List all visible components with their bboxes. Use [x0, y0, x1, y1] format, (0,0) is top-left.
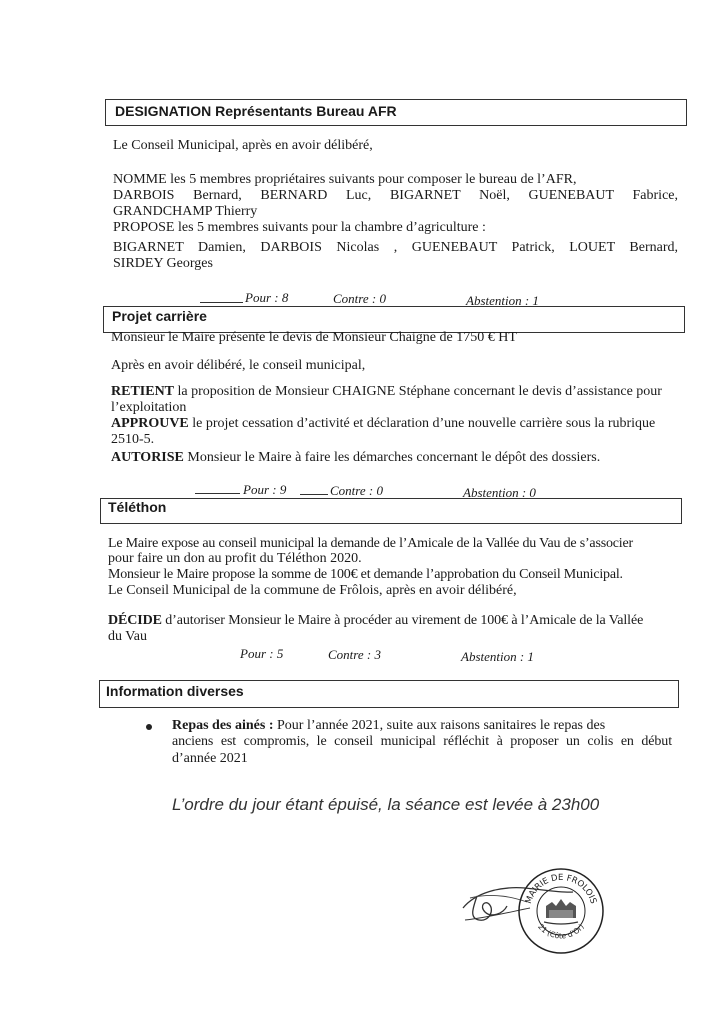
section-header-box-telethon [100, 498, 682, 524]
svg-text:21 (Côte d’Or) [536, 922, 586, 940]
section-heading-telethon: Téléthon [108, 499, 167, 515]
vote-pour-carriere: Pour : 9 [243, 482, 287, 497]
bullet-dot [146, 724, 152, 730]
telethon-line-1: Le Maire expose au conseil municipal la demande de l’Amicale de la Vallée du Vau de s’associer [108, 536, 633, 551]
carriere-delibere-line: Après en avoir délibéré, le conseil municipal, [111, 358, 366, 373]
autorise-text: Monsieur le Maire à faire les démarches concernant le dépôt des dossiers. [183, 450, 601, 465]
carriere-approuve-cont: 2510-5. [111, 432, 155, 447]
decide-keyword: DÉCIDE [108, 613, 162, 628]
afr-nomme-line: NOMME les 5 membres propriétaires suivants pour composer le bureau de l’AFR, [113, 172, 577, 187]
info-bullet-line-2: anciens est compromis, le conseil municipal réfléchit à proposer un colis en début [172, 734, 672, 749]
telethon-decide-line [108, 613, 643, 629]
afr-agri-members-line-1: BIGARNET Damien, DARBOIS Nicolas , GUENEBAUT Patrick, LOUET Bernard, [113, 240, 678, 255]
carriere-approuve-line [111, 416, 655, 432]
retient-text: la proposition de Monsieur CHAIGNE Stéphane concernant le devis d’assistance pour [174, 384, 662, 399]
repas-text: Pour l’année 2021, suite aux raisons sanitaires le repas des [273, 718, 606, 733]
afr-members-line-2: GRANDCHAMP Thierry [113, 204, 258, 219]
afr-members-line-1: DARBOIS Bernard, BERNARD Luc, BIGARNET Noël, GUENEBAUT Fabrice, [113, 188, 678, 203]
repas-keyword: Repas des ainés : [172, 718, 274, 733]
vote-contre-telethon: Contre : 3 [328, 647, 381, 662]
approuve-keyword: APPROUVE [111, 416, 189, 431]
afr-intro: Le Conseil Municipal, après en avoir délibéré, [113, 138, 373, 153]
vote-rule-afr [200, 302, 243, 303]
vote-pour-telethon: Pour : 5 [240, 646, 284, 661]
vote-contre-afr: Contre : 0 [333, 291, 386, 306]
section-heading-info: Information diverses [106, 683, 244, 699]
afr-propose-line: PROPOSE les 5 membres suivants pour la chambre d’agriculture : [113, 220, 486, 235]
vote-pour-afr: Pour : 8 [245, 290, 289, 305]
stamp-bottom-text: 21 (Côte d’Or) [536, 922, 586, 941]
info-bullet-line-3: d’année 2021 [172, 751, 248, 766]
vote-rule-carriere-2 [300, 494, 328, 495]
section-heading-afr: DESIGNATION Représentants Bureau AFR [115, 103, 397, 119]
vote-contre-carriere: Contre : 0 [330, 483, 383, 498]
approuve-text: le projet cessation d’activité et déclaration d’une nouvelle carrière sous la rubrique [188, 416, 656, 431]
telethon-line-3: Monsieur le Maire propose la somme de 100€ et demande l’approbation du Conseil Municipal. [108, 567, 623, 582]
vote-rule-carriere-1 [195, 493, 240, 494]
vote-abstention-carriere: Abstention : 0 [463, 485, 536, 500]
autorise-keyword: AUTORISE [111, 450, 184, 465]
mairie-stamp [516, 866, 606, 956]
stamp-emblem [544, 899, 578, 924]
decide-text: d’autoriser Monsieur le Maire à procéder au virement de 100€ à l’Amicale de la Vallée [161, 613, 644, 628]
telethon-decide-cont: du Vau [108, 629, 148, 644]
carriere-retient-cont: l’exploitation [111, 400, 187, 415]
telethon-line-2: pour faire un don au profit du Téléthon 2020. [108, 551, 362, 566]
telethon-line-4: Le Conseil Municipal de la commune de Frôlois, après en avoir délibéré, [108, 583, 517, 598]
vote-abstention-afr: Abstention : 1 [466, 293, 539, 308]
section-heading-carriere: Projet carrière [112, 308, 207, 324]
vote-abstention-telethon: Abstention : 1 [461, 649, 534, 664]
carriere-autorise-line [111, 450, 600, 466]
carriere-retient-line [111, 384, 662, 400]
closing-statement: L’ordre du jour étant épuisé, la séance est levée à 23h00 [172, 795, 600, 814]
retient-keyword: RETIENT [111, 384, 175, 399]
stamp-top-text: MAIRIE DE FROLOIS [523, 872, 599, 906]
afr-agri-members-line-2: SIRDEY Georges [113, 256, 213, 271]
info-bullet-line-1 [172, 718, 605, 734]
carriere-devis-line: Monsieur le Maire présente le devis de Monsieur Chaigne de 1750 € HT [111, 330, 517, 345]
